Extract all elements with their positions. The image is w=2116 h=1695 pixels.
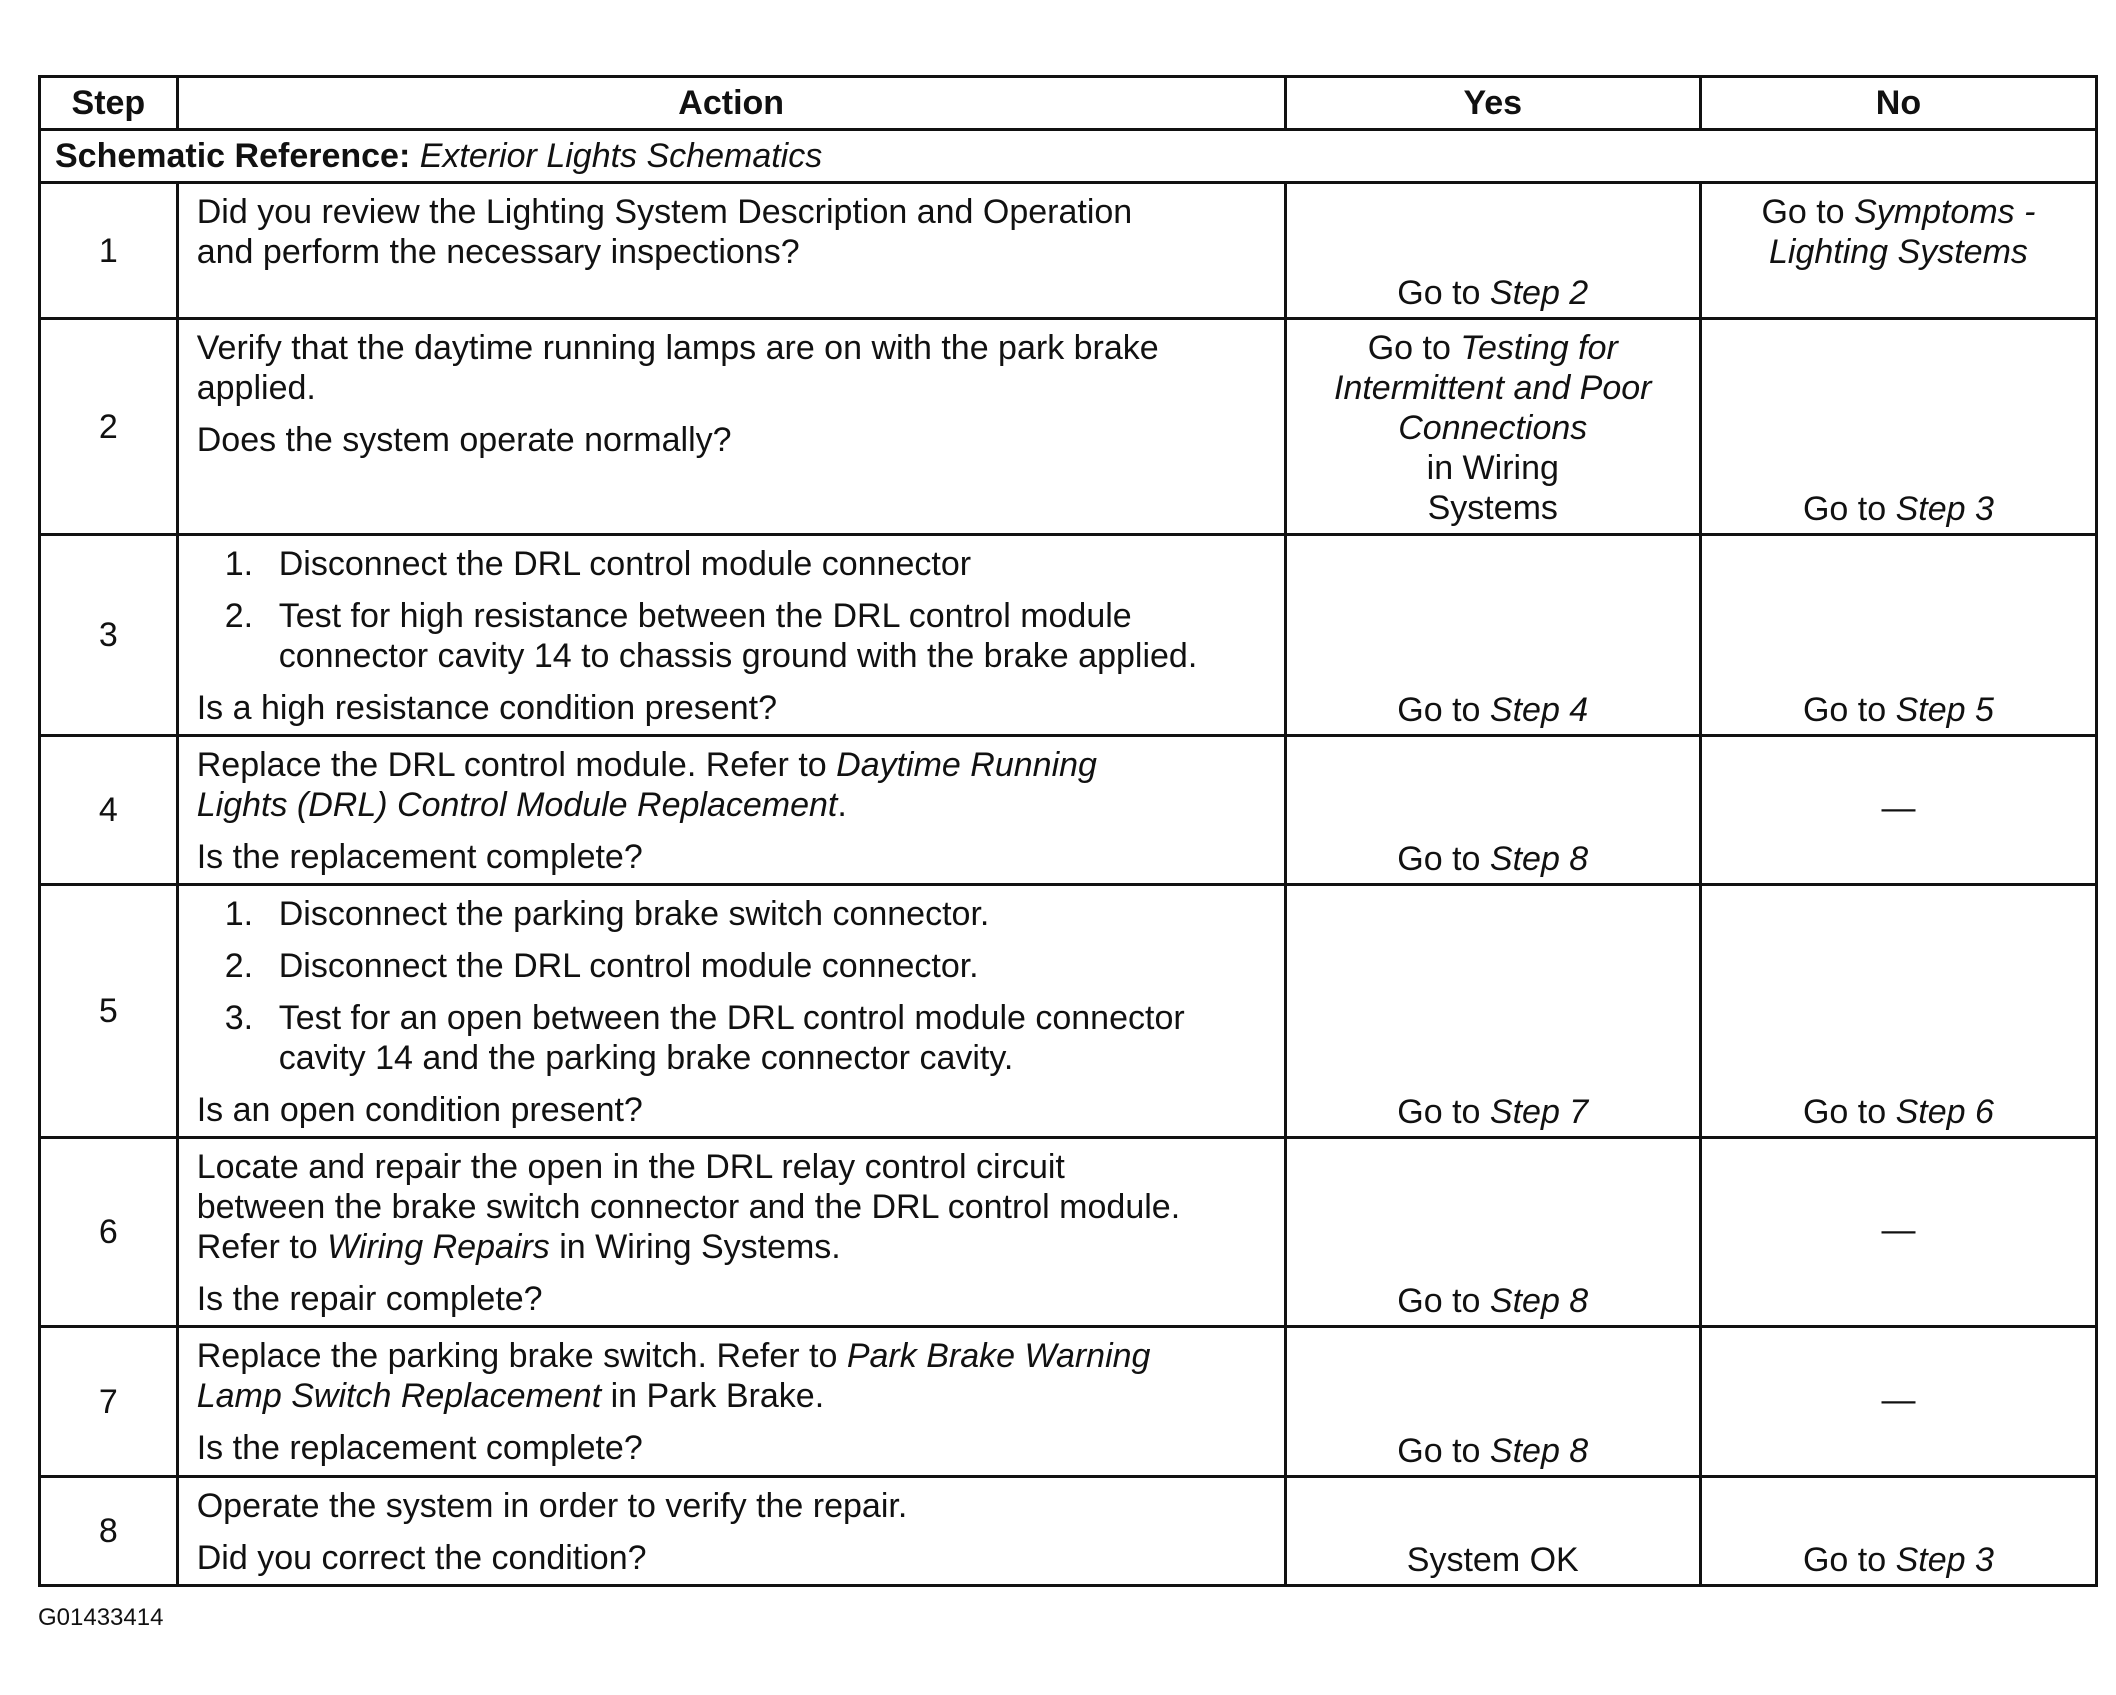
header-row [40, 77, 2097, 130]
yes-cell [1285, 535, 1700, 736]
question-text: Did you correct the condition? [196, 1539, 647, 1577]
question-text: Is the repair complete? [196, 1280, 543, 1318]
list-item: 1. Disconnect the parking brake switch connector. [224, 895, 990, 933]
no-cell [1700, 736, 2096, 885]
action-cell [177, 1138, 1285, 1327]
header-yes: Yes [1285, 77, 1700, 130]
no-cell [1700, 1327, 2096, 1477]
action-cell [177, 1477, 1285, 1586]
no-prefix: Go to [1761, 193, 1845, 231]
yes-step-ref: Step 8 [1489, 840, 1589, 878]
action-cell [177, 1327, 1285, 1477]
no-cell [1700, 535, 2096, 736]
table-row [40, 535, 2097, 736]
action-text: Verify that the daytime running lamps are on with the park brake [196, 329, 1159, 367]
action-text: Did you review the Lighting System Description and Operation [196, 193, 1133, 231]
action-text: Replace the parking brake switch. Refer to [196, 1337, 838, 1375]
action-ref: Lamp Switch Replacement [196, 1377, 602, 1415]
yes-step-ref: Step 7 [1489, 1093, 1589, 1131]
list-item: 1. Disconnect the DRL control module connector [224, 545, 972, 583]
action-steps-list [197, 544, 1270, 676]
no-prefix: Go to [1802, 1541, 1887, 1579]
yes-step-ref: Step 8 [1489, 1432, 1589, 1470]
no-ref: Symptoms - [1854, 193, 2036, 231]
table-row [40, 1477, 2097, 1586]
yes-tail: in Wiring [1426, 449, 1559, 487]
yes-prefix: Go to [1397, 840, 1481, 878]
yes-cell [1285, 319, 1700, 535]
no-cell [1700, 885, 2096, 1138]
no-cell [1700, 1138, 2096, 1327]
step-number: 5 [40, 885, 178, 1138]
list-item: 2. Test for high resistance between the DRL control module connector cavity 14 to chassis ground with the brake applied. [224, 597, 1198, 675]
action-ref: Park Brake Warning [846, 1337, 1151, 1375]
step-number: 4 [40, 736, 178, 885]
no-cell [1700, 183, 2096, 319]
table-row [40, 885, 2097, 1138]
action-ref: Lights (DRL) Control Module Replacement [196, 786, 838, 824]
no-step-ref: Step 6 [1895, 1093, 1994, 1131]
yes-ref: Testing for [1460, 329, 1618, 367]
table-row [40, 1327, 2097, 1477]
header-step: Step [40, 77, 178, 130]
action-ref: Wiring Repairs [327, 1228, 550, 1266]
yes-tail: Systems [1427, 489, 1558, 527]
no-prefix: Go to [1802, 691, 1887, 729]
action-text: in Park Brake. [610, 1377, 825, 1415]
yes-prefix: Go to [1397, 1282, 1481, 1320]
step-number: 6 [40, 1138, 178, 1327]
action-text: Refer to [196, 1228, 318, 1266]
yes-step-ref: Step 8 [1489, 1282, 1589, 1320]
yes-cell [1285, 1138, 1700, 1327]
action-cell: Replace the DRL control module. Refer to Daytime Running Lights (DRL) Control Module Replacement. Is the replacement complete? [177, 736, 1285, 885]
no-step-ref: Step 3 [1895, 1541, 1994, 1579]
diagnostic-table [38, 75, 2098, 1587]
action-cell [177, 535, 1285, 736]
figure-id: G01433414 [38, 1604, 164, 1631]
schematic-reference-link: Exterior Lights Schematics [419, 137, 823, 175]
table-row [40, 1138, 2097, 1327]
yes-step-ref: Step 2 [1489, 274, 1589, 312]
no-dash: — [1881, 1380, 1916, 1419]
no-step-ref: Step 5 [1895, 691, 1994, 729]
list-item: 2. Disconnect the DRL control module connector. [224, 947, 979, 985]
action-text: in Wiring Systems. [559, 1228, 841, 1266]
schematic-reference [40, 130, 2097, 183]
action-text: Operate the system in order to verify the repair. [196, 1487, 908, 1525]
action-steps-list [197, 894, 1270, 1078]
question-text: Is a high resistance condition present? [196, 689, 777, 727]
yes-prefix: Go to [1397, 1093, 1481, 1131]
question-text: Does the system operate normally? [196, 421, 732, 459]
yes-prefix: Go to [1397, 1432, 1481, 1470]
action-cell [177, 319, 1285, 535]
question-text: Is an open condition present? [196, 1091, 643, 1129]
step-number: 8 [40, 1477, 178, 1586]
step-number: 7 [40, 1327, 178, 1477]
no-prefix: Go to [1802, 1093, 1887, 1131]
no-step-ref: Step 3 [1895, 490, 1994, 528]
no-prefix: Go to [1802, 490, 1887, 528]
action-text: Locate and repair the open in the DRL relay control circuit [196, 1148, 1065, 1186]
action-text: applied. [196, 369, 316, 407]
no-cell [1700, 319, 2096, 535]
header-no: No [1700, 77, 2096, 130]
step-number: 1 [40, 183, 178, 319]
list-item: 3. Test for an open between the DRL control module connector cavity 14 and the parking brake connector cavity. [224, 999, 1185, 1077]
yes-step-ref: Step 4 [1489, 691, 1589, 729]
yes-ref: Connections [1398, 409, 1588, 447]
action-cell [177, 183, 1285, 319]
action-text: Replace the DRL control module. Refer to [196, 746, 827, 784]
yes-cell [1285, 1327, 1700, 1477]
yes-ref: Intermittent and Poor [1334, 369, 1652, 407]
no-dash: — [1881, 1211, 1916, 1249]
schematic-reference-label: Schematic Reference: [55, 137, 411, 175]
yes-prefix: Go to [1397, 274, 1481, 312]
step-number: 3 [40, 535, 178, 736]
table-row [40, 736, 2097, 885]
question-text: Is the replacement complete? [196, 838, 643, 876]
action-text: and perform the necessary inspections? [196, 233, 800, 271]
header-action: Action [177, 77, 1285, 130]
no-dash: — [1881, 789, 1916, 827]
table-row [40, 183, 2097, 319]
action-cell [177, 885, 1285, 1138]
no-cell [1700, 1477, 2096, 1586]
yes-cell [1285, 183, 1700, 319]
schematic-reference-row [40, 130, 2097, 183]
action-text: between the brake switch connector and the DRL control module. [196, 1188, 1181, 1226]
yes-cell [1285, 885, 1700, 1138]
yes-prefix: Go to [1397, 691, 1481, 729]
yes-cell [1285, 1477, 1700, 1586]
question-text: Is the replacement complete? [196, 1429, 643, 1467]
table-row [40, 319, 2097, 535]
step-number: 2 [40, 319, 178, 535]
yes-cell [1285, 736, 1700, 885]
no-ref: Lighting Systems [1768, 233, 2028, 271]
action-ref: Daytime Running [836, 746, 1097, 784]
yes-prefix: Go to [1367, 329, 1451, 367]
yes-result: System OK [1406, 1541, 1579, 1579]
